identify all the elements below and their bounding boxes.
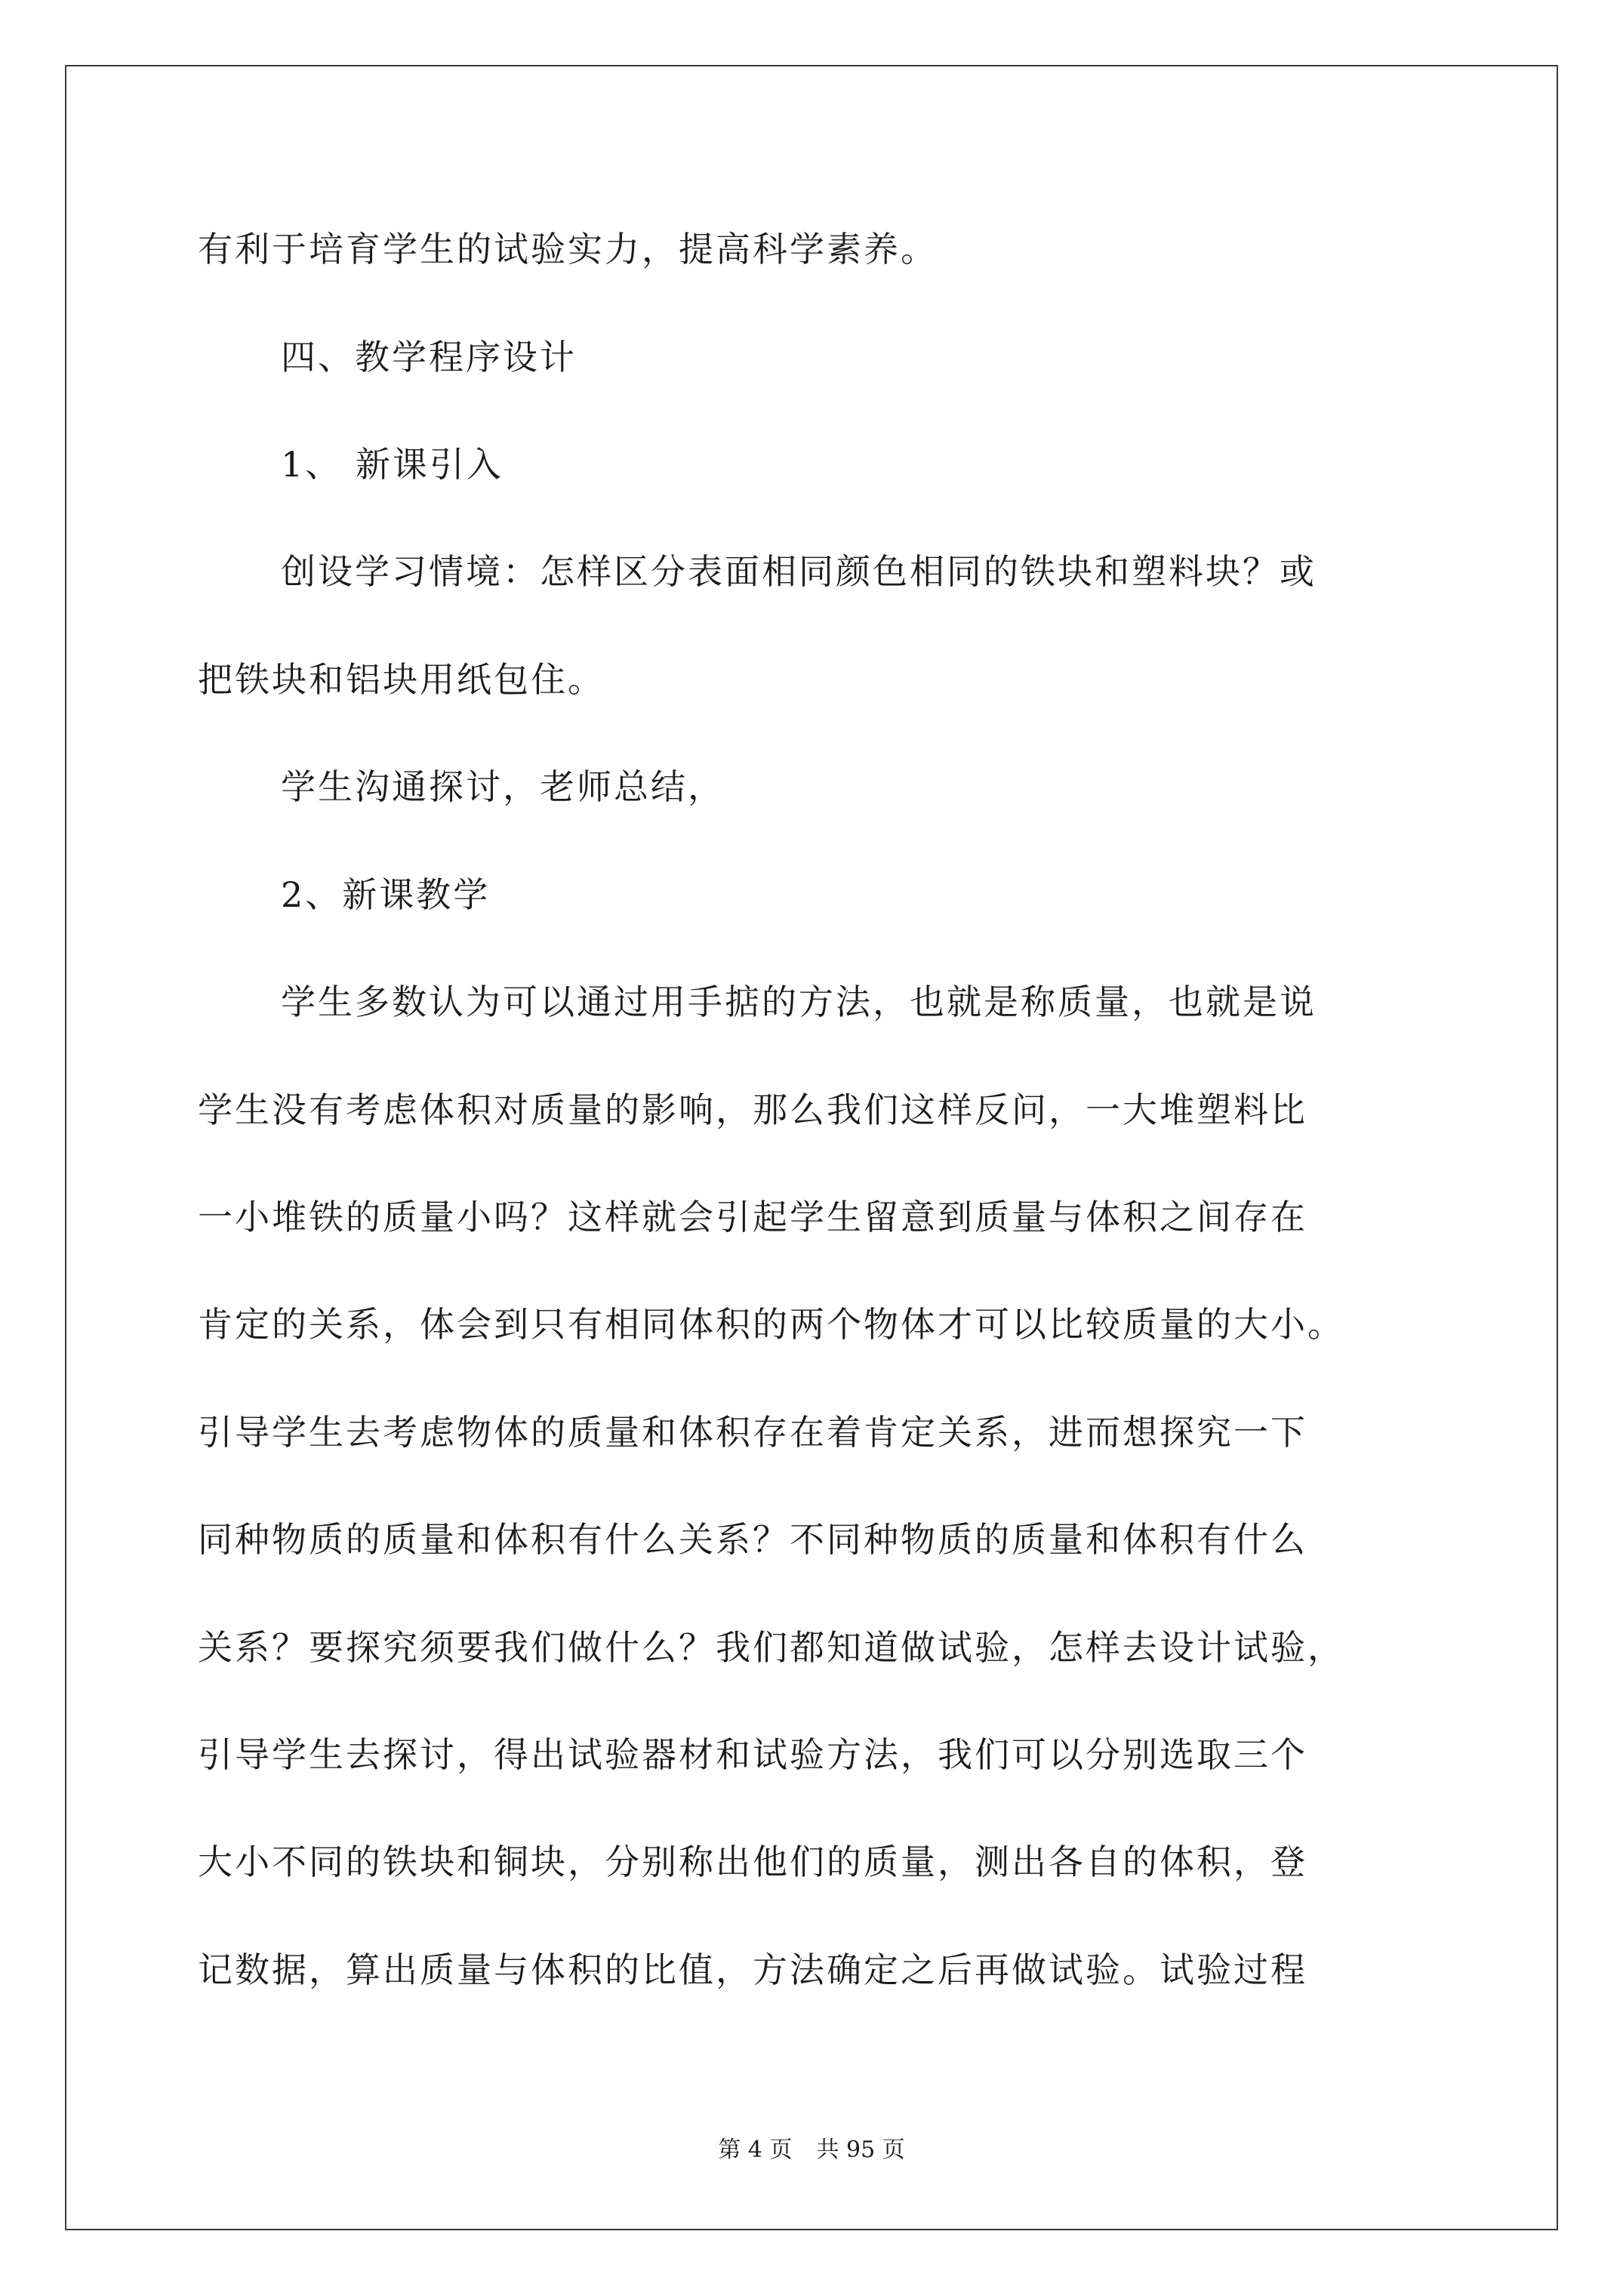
text-line: 引导学生去考虑物体的质量和体积存在着肯定关系，进而想探究一下 <box>198 1412 1307 1453</box>
text-line: 大小不同的铁块和铜块，分别称出他们的质量，测出各自的体积，登 <box>198 1841 1307 1882</box>
section-heading: 四、教学程序设计 <box>281 337 577 378</box>
text-line: 把铁块和铝块用纸包住。 <box>198 659 605 700</box>
text-line: 创设学习情境：怎样区分表面相同颜色相同的铁块和塑料块？或 <box>281 551 1317 592</box>
text-line: 有利于培育学生的试验实力，提高科学素养。 <box>198 229 938 270</box>
subsection-heading: 1、 新课引入 <box>281 444 504 485</box>
text-line: 同种物质的质量和体积有什么关系？不同种物质的质量和体积有什么 <box>198 1519 1307 1560</box>
text-line: 肯定的关系，体会到只有相同体积的两个物体才可以比较质量的大小。 <box>198 1304 1344 1345</box>
text-line: 关系？要探究须要我们做什么？我们都知道做试验，怎样去设计试验， <box>198 1627 1344 1668</box>
page-number: 第 4 页 <box>718 2137 793 2163</box>
text-line: 引导学生去探讨，得出试验器材和试验方法，我们可以分别选取三个 <box>198 1734 1307 1775</box>
page-border <box>65 65 1558 2230</box>
text-line: 一小堆铁的质量小吗？这样就会引起学生留意到质量与体积之间存在 <box>198 1197 1307 1237</box>
text-line: 学生多数认为可以通过用手掂的方法，也就是称质量，也就是说 <box>281 982 1317 1022</box>
text-line: 学生沟通探讨，老师总结， <box>281 766 725 807</box>
page-total: 共 95 页 <box>816 2137 905 2163</box>
subsection-heading: 2、新课教学 <box>281 874 491 915</box>
text-line: 记数据，算出质量与体积的比值，方法确定之后再做试验。试验过程 <box>198 1949 1307 1990</box>
text-line: 学生没有考虑体积对质量的影响，那么我们这样反问，一大堆塑料比 <box>198 1089 1307 1130</box>
page-footer <box>0 2135 1623 2165</box>
